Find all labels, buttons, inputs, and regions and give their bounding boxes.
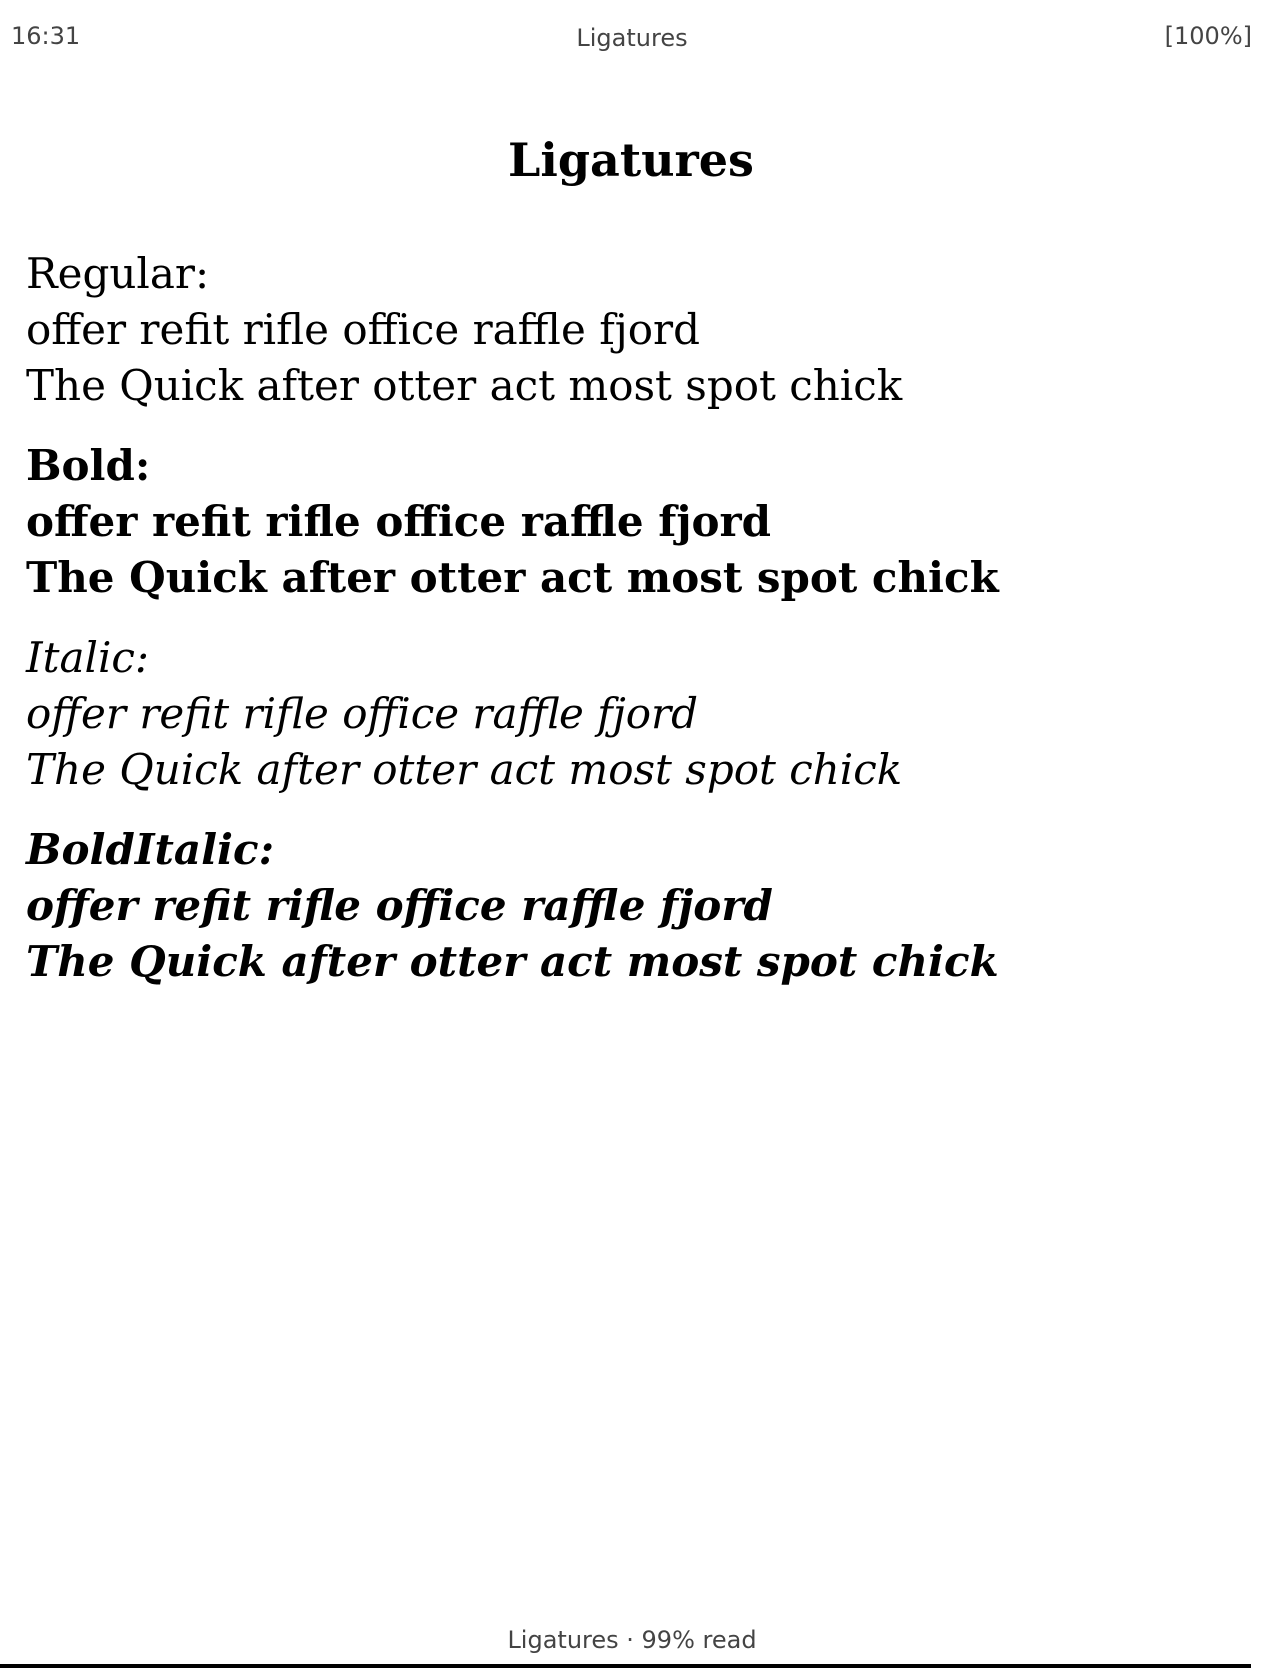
progress-fill [0, 1664, 1251, 1668]
sample-line: offer refit rifle office raffle fjord [26, 881, 773, 930]
section-italic [26, 630, 1236, 798]
reading-progress-label: Ligatures · 99% read [507, 1626, 757, 1654]
sample-line: The Quick after otter act most spot chick [26, 553, 999, 602]
page-title: Ligatures [508, 133, 754, 187]
section-heading: Italic: [26, 633, 150, 682]
section-heading: BoldItalic: [26, 825, 275, 874]
section-bolditalic [26, 822, 1236, 990]
sample-line: The Quick after otter act most spot chick [26, 745, 903, 794]
book-title: Ligatures [576, 24, 688, 52]
page-content [26, 118, 1236, 1014]
clock: 16:31 [11, 22, 81, 50]
sample-line: The Quick after otter act most spot chick [26, 937, 999, 986]
sample-line: offer refit rifle office raffle fjord [26, 689, 698, 738]
battery-indicator: [100%] [1164, 22, 1252, 50]
section-heading: Regular: [26, 249, 210, 298]
sample-line: offer refit rifle office raffle fjord [26, 497, 772, 546]
sample-line: offer refit rifle office raffle fjord [26, 305, 701, 354]
section-heading: Bold: [26, 441, 151, 490]
sample-line: The Quick after otter act most spot chick [26, 361, 903, 410]
progress-bar [0, 1664, 1264, 1668]
section-regular [26, 246, 1236, 414]
status-bar [0, 0, 1264, 60]
section-bold [26, 438, 1236, 606]
